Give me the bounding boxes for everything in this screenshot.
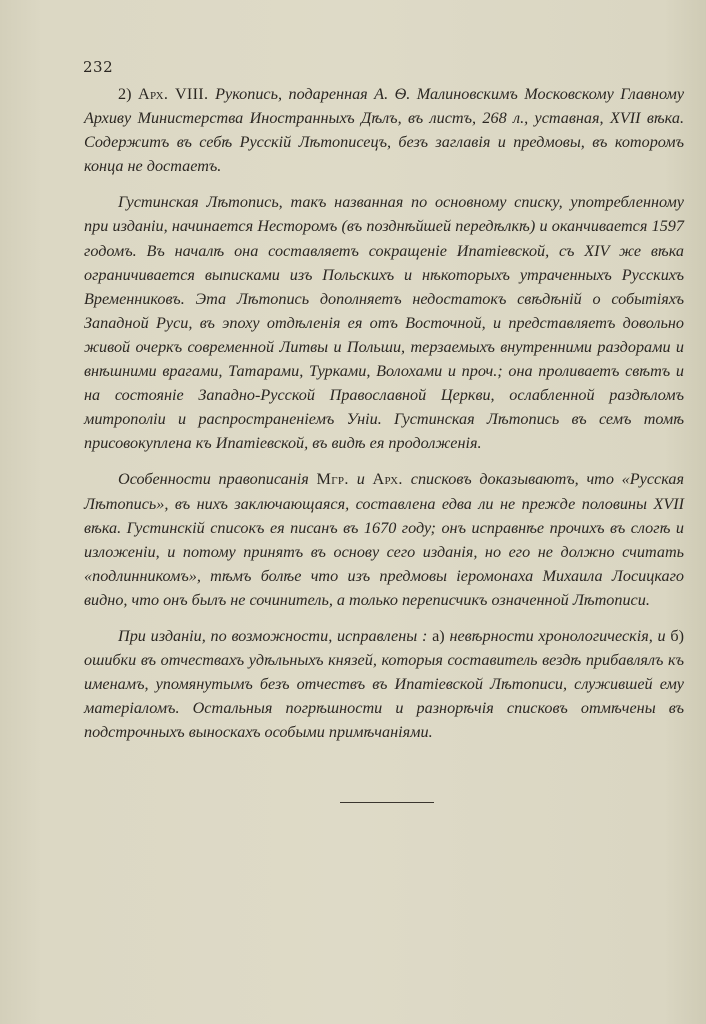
paragraph-text: Рукопись, подаренная А. Ѳ. Малиновскимъ Московскому Главному Архиву Министерства Иностранныхъ Дѣлъ, въ листъ, 268 л., уставная, XVII вѣка. Содержитъ въ себѣ Русскій Лѣтописецъ, безъ заглавія и предмовы, въ которомъ конца не достаетъ.: [84, 85, 685, 176]
paragraph-gustyn-chronicle: [84, 190, 684, 455]
paragraph-text: При изданіи, по возможности, исправлены :: [118, 626, 433, 645]
paragraph-orthography: [84, 467, 684, 612]
list-marker: б): [670, 626, 684, 645]
list-marker: а): [432, 626, 450, 645]
paragraph-text: Особенности правописанія: [118, 470, 317, 489]
manuscript-siglum: Мгр.: [316, 470, 357, 489]
paragraph-manuscript-description: [84, 82, 684, 178]
manuscript-siglum: Арх. VIII.: [137, 85, 216, 103]
paragraph-corrections: [84, 624, 684, 744]
paragraph-text: ошибки въ отчествахъ удѣльныхъ князей, которыя составитель вездѣ прибавлялъ къ именамъ, упомянутымъ безъ отчествъ въ Ипатіевской Лѣтописи, служившей ему матеріаломъ. Остальныя погрѣшности и разнорѣчія списковъ отмѣчены въ подстрочныхъ выноскахъ особыми примѣчаніями.: [84, 651, 684, 742]
body-text: [84, 82, 684, 756]
manuscript-siglum: Арх.: [372, 470, 411, 489]
item-number: 2): [118, 85, 138, 103]
paragraph-text: и: [356, 470, 373, 489]
paragraph-text: невѣрности хронологическія, и: [449, 626, 671, 645]
paragraph-text: Густинская Лѣтопись, такъ названная по основному списку, употребленному при изданіи, начинается Несторомъ (въ позднѣйшей передѣлкѣ) и оканчивается 1597 годомъ. Въ началѣ она составляетъ сокращеніе Ипатіевской, съ XIV же вѣка ограничивается выписками изъ Польскихъ и нѣкоторыхъ утраченныхъ Русскихъ Временниковъ. Эта Лѣтопись дополняетъ недостатокъ свѣдѣній о событіяхъ Западной Руси, въ эпоху отдѣленія ея отъ Восточной, и представляетъ довольно живой очеркъ современной Литвы и Польши, терзаемыхъ внутренними раздорами и внѣшними врагами, Татарами, Турками, Волохами и проч.; она проливаетъ свѣтъ и на состояніе Западно-Русской Православной Церкви, ослабленной раздѣломъ митрополіи и распространеніемъ Уніи. Густинская Лѣтопись въ семъ томѣ присовокуплена къ Ипатіевской, въ видѣ ея продолженія.: [84, 193, 684, 453]
section-divider: [340, 802, 434, 803]
page-number: 232: [83, 58, 114, 76]
paragraph-text: списковъ доказываютъ, что «Русская Лѣтопись», въ нихъ заключающаяся, составлена едва ли не прежде половины XVII вѣка. Густинскій списокъ ея писанъ въ 1670 году; онъ исправнѣе прочихъ въ слогѣ и изложеніи, и потому принятъ въ основу сего изданія, но его не должно считать «подлинникомъ», тѣмъ болѣе что изъ предмовы іеромонаха Михаила Лосицкаго видно, что онъ былъ не сочинитель, а только переписчикъ означенной Лѣтописи.: [84, 470, 684, 609]
